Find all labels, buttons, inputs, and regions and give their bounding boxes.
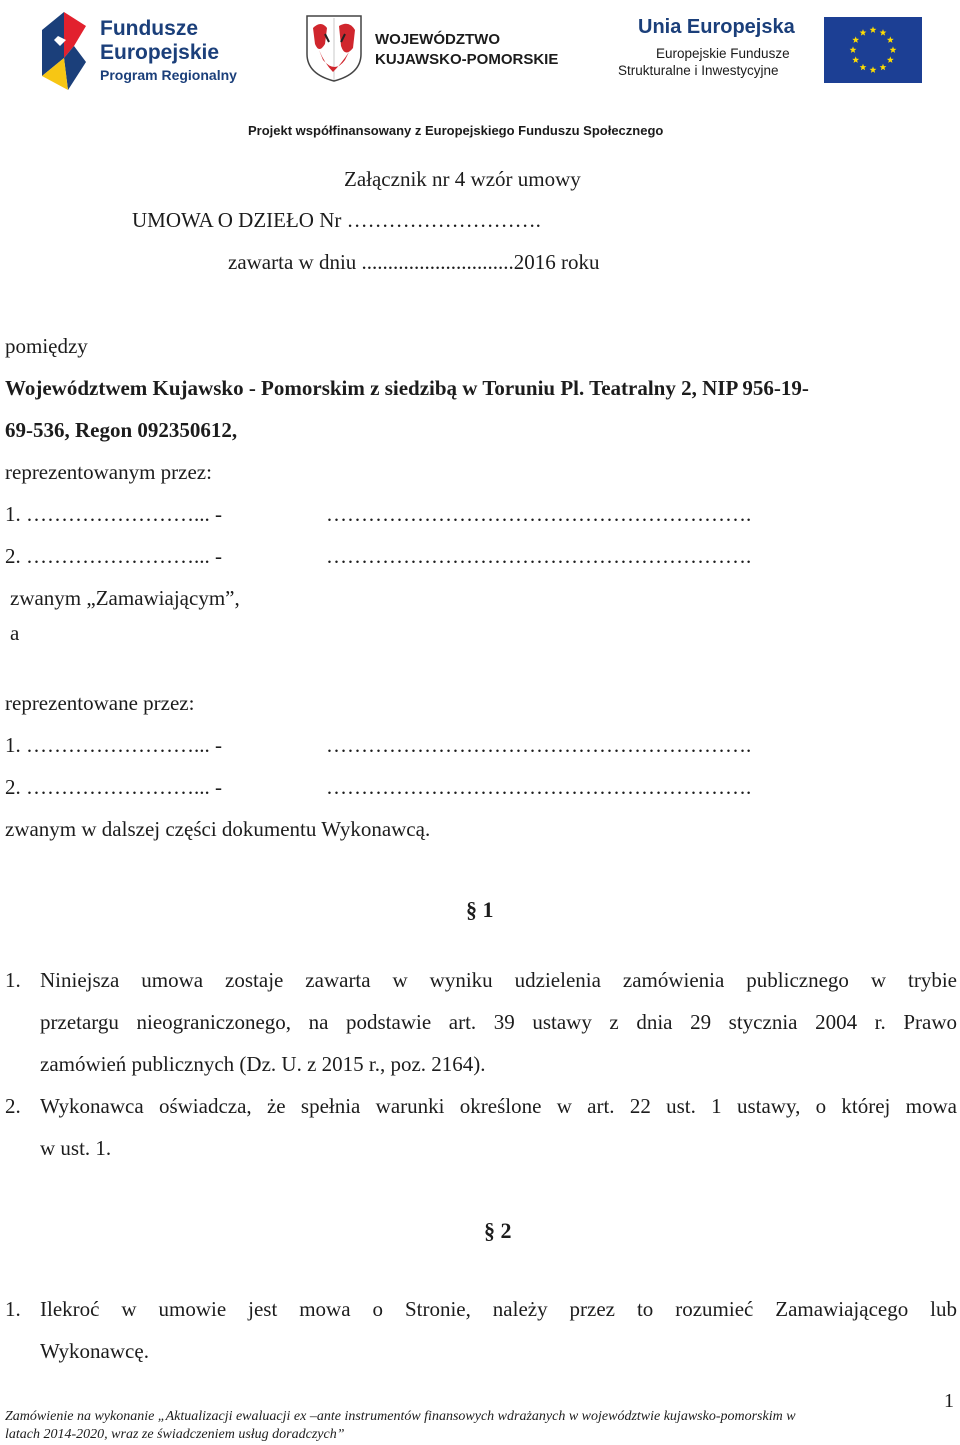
rep2-name-field: 2. ……………………... - (5, 544, 222, 568)
section-2-heading: § 2 (484, 1218, 512, 1243)
contractor-label: zwanym w dalszej części dokumentu Wykonawcą. (5, 817, 431, 841)
section-1-heading: § 1 (466, 897, 494, 922)
s1-p1-line1: Niniejsza umowa zostaje zawarta w wyniku udzielenia zamówienia publicznego w trybie (40, 968, 957, 992)
rep1-role-field: ……………………………………………………. (326, 502, 752, 526)
rep4-name-field: 2. ……………………... - (5, 775, 222, 799)
ue-logo (618, 14, 928, 86)
rep2-role-field: ……………………………………………………. (326, 544, 752, 568)
party1-line1: Województwem Kujawsko - Pomorskim z siedzibą w Toruniu Pl. Teatralny 2, NIP 956-19- (5, 376, 809, 400)
annex-label: Załącznik nr 4 wzór umowy (344, 167, 581, 191)
ue-logo-line2: Europejskie Fundusze (656, 46, 790, 61)
s1-p1-line3: zamówień publicznych (Dz. U. z 2015 r., poz. 2164). (40, 1052, 486, 1076)
s1-p1-number: 1. (5, 968, 21, 992)
s1-p2-line1: Wykonawca oświadcza, że spełnia warunki określone w art. 22 ust. 1 ustawy, o której mowa (40, 1094, 957, 1118)
fe-logo (38, 4, 258, 94)
s2-p1-line1: Ilekroć w umowie jest mowa o Stronie, należy przez to rozumieć Zamawiającego lub (40, 1297, 957, 1321)
contract-title: UMOWA O DZIEŁO Nr ………………………. (132, 208, 541, 232)
s1-p2-number: 2. (5, 1094, 21, 1118)
eu-flag-icon (824, 17, 922, 83)
fe-logo-icon (38, 6, 88, 92)
fe-logo-line1: Fundusze (100, 17, 198, 40)
ue-logo-line1: Unia Europejska (638, 16, 795, 38)
woj-logo (305, 14, 565, 84)
footer-line1: Zamówienie na wykonanie „Aktualizacji ewaluacji ex –ante instrumentów finansowych wdrażanych w województwie kujawsko-pomorskim w (5, 1409, 796, 1424)
project-cofinancing-line: Projekt współfinansowany z Europejskiego Funduszu Społecznego (248, 123, 664, 138)
between-label: pomiędzy (5, 334, 88, 358)
woj-logo-line2: KUJAWSKO-POMORSKIE (375, 51, 559, 68)
and-label: a (10, 621, 20, 645)
rep4-role-field: ……………………………………………………. (326, 775, 752, 799)
s1-p2-line2: w ust. 1. (40, 1136, 112, 1160)
rep3-name-field: 1. ……………………... - (5, 733, 222, 757)
ue-logo-line3: Strukturalne i Inwestycyjne (618, 63, 779, 78)
woj-logo-line1: WOJEWÓDZTWO (375, 31, 500, 48)
coat-of-arms-icon (305, 14, 363, 82)
fe-logo-line2: Europejskie (100, 41, 220, 64)
party1-line2: 69-536, Regon 092350612, (5, 418, 238, 442)
page-number: 1 (944, 1390, 954, 1412)
fe-logo-line3: Program Regionalny (100, 67, 237, 83)
s1-p1-line2: przetargu nieograniczonego, na podstawie art. 39 ustawy z dnia 29 stycznia 2004 r. Prawo (40, 1010, 957, 1034)
ordering-party-label: zwanym „Zamawiającym”, (10, 586, 240, 610)
concluded-date: zawarta w dniu .............................2016 roku (228, 250, 600, 274)
rep3-role-field: ……………………………………………………. (326, 733, 752, 757)
rep1-name-field: 1. ……………………... - (5, 502, 222, 526)
s2-p1-line2: Wykonawcę. (40, 1339, 149, 1363)
footer-line2: latach 2014-2020, wraz ze świadczeniem usług doradczych” (5, 1427, 345, 1442)
represented-by-label: reprezentowanym przez: (5, 460, 212, 484)
represented-by-label-2: reprezentowane przez: (5, 691, 195, 715)
s2-p1-number: 1. (5, 1297, 21, 1321)
